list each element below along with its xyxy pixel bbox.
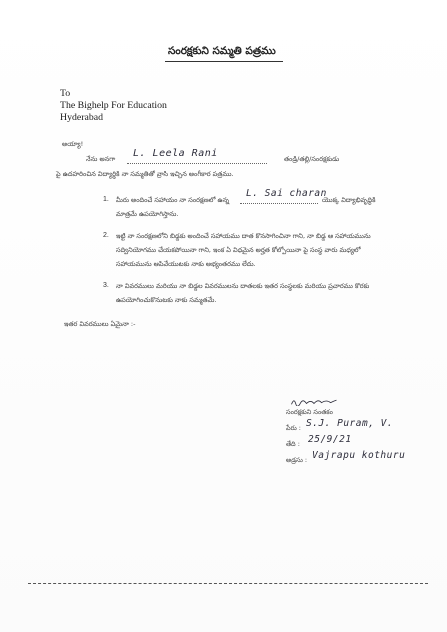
point-1-line2: మాత్రమే ఉపయోగిస్తాను. [116, 210, 179, 218]
student-name-line [240, 202, 318, 204]
other-details-label: ఇతర వివరములు ఏమైనా :- [64, 320, 136, 328]
date-value: 25/9/21 [308, 434, 352, 445]
address-to: To [60, 88, 71, 99]
signature-scribble [286, 396, 342, 406]
letter-title: సంరక్షకుని సమ్మతి పత్రము [168, 45, 276, 57]
date-label: తేది : [286, 440, 300, 448]
guardian-name: L. Leela Rani [133, 148, 218, 159]
address-org: The Bighelp For Education [60, 100, 167, 111]
point-1-number: 1. [103, 196, 109, 203]
title-underline [165, 61, 283, 62]
point-2-line1: ఇట్టి నా సంరక్షణలోని బిడ్డకు అందించే సహాయము దాత కొనసాగించినా గాని, నా బిడ్డ ఆ సహాయమును [116, 232, 371, 240]
address-value: Vajrapu kothuru [312, 450, 406, 461]
name-label: పేరు : [286, 424, 301, 432]
point-2-number: 2. [103, 232, 109, 239]
point-1-line1-prefix: మీరు అందించే సహాయం నా సంరక్షణలో ఉన్న [116, 196, 230, 204]
bottom-rule [28, 583, 428, 584]
point-3-line2: ఉపయోగించుకొనుటకు నాకు సమ్మతమే. [116, 296, 217, 304]
student-name: L. Sai charan [246, 188, 327, 199]
intro-line2: పై ఉదహరించిన విద్యార్థికి నా సమ్మతితో వ్రాసి ఇచ్చిన అంగీకార పత్రము. [56, 170, 234, 178]
point-3-line1: నా వివరములు మరియు నా బిడ్డల వివరములను దాతలకు ఇతర సంస్థలకు మరియు ప్రచారము కొరకు [116, 282, 370, 290]
point-1-line1-suffix: యొక్క విద్యాభివృద్ధికి [322, 196, 376, 204]
point-3-number: 3. [103, 282, 109, 289]
point-2-line2: సద్వినియోగము చేయకపోయినా గాని, ఇంక ఏ విధమైన అర్హత కోల్పోయినా పై సంస్థ వారు మధ్యలో [116, 246, 361, 254]
name-value: S.J. Puram, V. [306, 418, 394, 429]
guardian-name-line [127, 162, 267, 164]
address-label: అడ్రసు : [286, 456, 308, 464]
signature-caption: సంరక్షకుని సంతకం [286, 408, 333, 416]
intro-prefix: నేను అనగా [86, 155, 116, 163]
intro-suffix: తండ్రి/తల్లి/సంరక్షకుడు [284, 155, 340, 163]
salutation: అయ్యా! [62, 140, 84, 148]
address-city: Hyderabad [60, 112, 103, 123]
point-2-line3: సహాయమును ఆపివేయుటకు నాకు అభ్యంతరము లేదు. [116, 260, 256, 268]
